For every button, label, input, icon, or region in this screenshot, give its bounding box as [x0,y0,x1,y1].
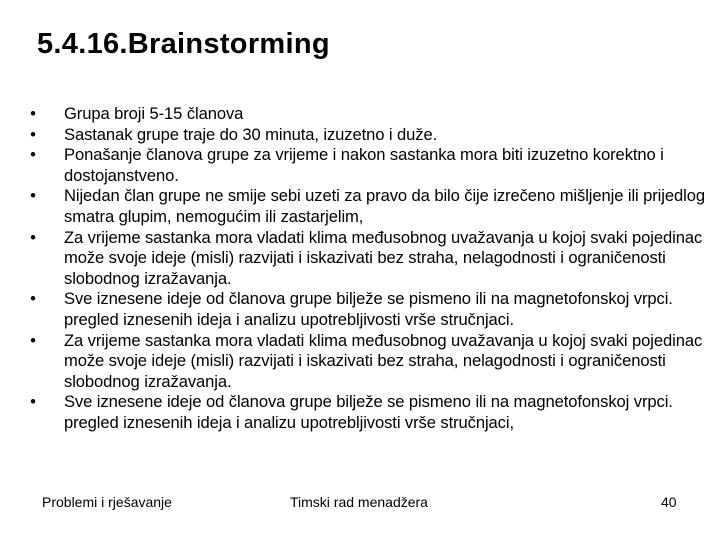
bullet-dot-icon: • [30,227,36,247]
bullet-dot-icon: • [30,145,36,165]
bullet-item [26,228,716,290]
bullet-list [26,104,716,434]
bullet-text: Nijedan član grupe ne smije sebi uzeti za pravo da bilo čije izrečeno mišljenje ili prijedlog smatra glupim, nemogućim ili zastarjelim, [64,186,705,226]
bullet-item [26,125,716,146]
bullet-text: Grupa broji 5-15 članova [64,104,244,123]
slide-title: 5.4.16.Brainstorming [37,28,330,60]
bullet-text: Za vrijeme sastanka mora vladati klima međusobnog uvažavanja u kojoj svaki pojedinac može svoje ideje (misli) razvijati i iskazivati bez straha, nelagodnosti i ograničenosti slobodnog izražavanja. [64,330,703,391]
bullet-text: Ponašanje članova grupe za vrijeme i nakon sastanka mora biti izuzetno korektno i dostojanstveno. [64,145,664,185]
bullet-text: Za vrijeme sastanka mora vladati klima međusobnog uvažavanja u kojoj svaki pojedinac može svoje ideje (misli) razvijati i iskazivati bez straha, nelagodnosti i ograničenosti slobodnog izražavanja. [64,227,703,288]
bullet-dot-icon: • [30,289,36,309]
bullet-item [26,392,716,433]
bullet-dot-icon: • [30,392,36,412]
footer-left-text: Problemi i rješavanje [42,494,172,510]
page-number: 40 [661,494,677,510]
bullet-dot-icon: • [30,330,36,350]
bullet-item [26,186,716,227]
bullet-item [26,145,716,186]
bullet-text: Sve iznesene ideje od članova grupe bilježe se pismeno ili na magnetofonskoj vrpci. pregled iznesenih ideja i analizu upotrebljivosti vrše stručnjaci. [64,289,673,329]
bullet-text: Sve iznesene ideje od članova grupe bilježe se pismeno ili na magnetofonskoj vrpci. pregled iznesenih ideja i analizu upotrebljivosti vrše stručnjaci, [64,392,673,432]
bullet-dot-icon: • [30,104,36,123]
bullet-text: Sastanak grupe traje do 30 minuta, izuzetno i duže. [64,124,438,144]
footer-center-text: Timski rad menadžera [290,494,428,510]
bullet-dot-icon: • [30,124,36,144]
bullet-item [26,289,716,330]
bullet-dot-icon: • [30,186,36,206]
bullet-item [26,331,716,393]
bullet-item [26,104,716,125]
